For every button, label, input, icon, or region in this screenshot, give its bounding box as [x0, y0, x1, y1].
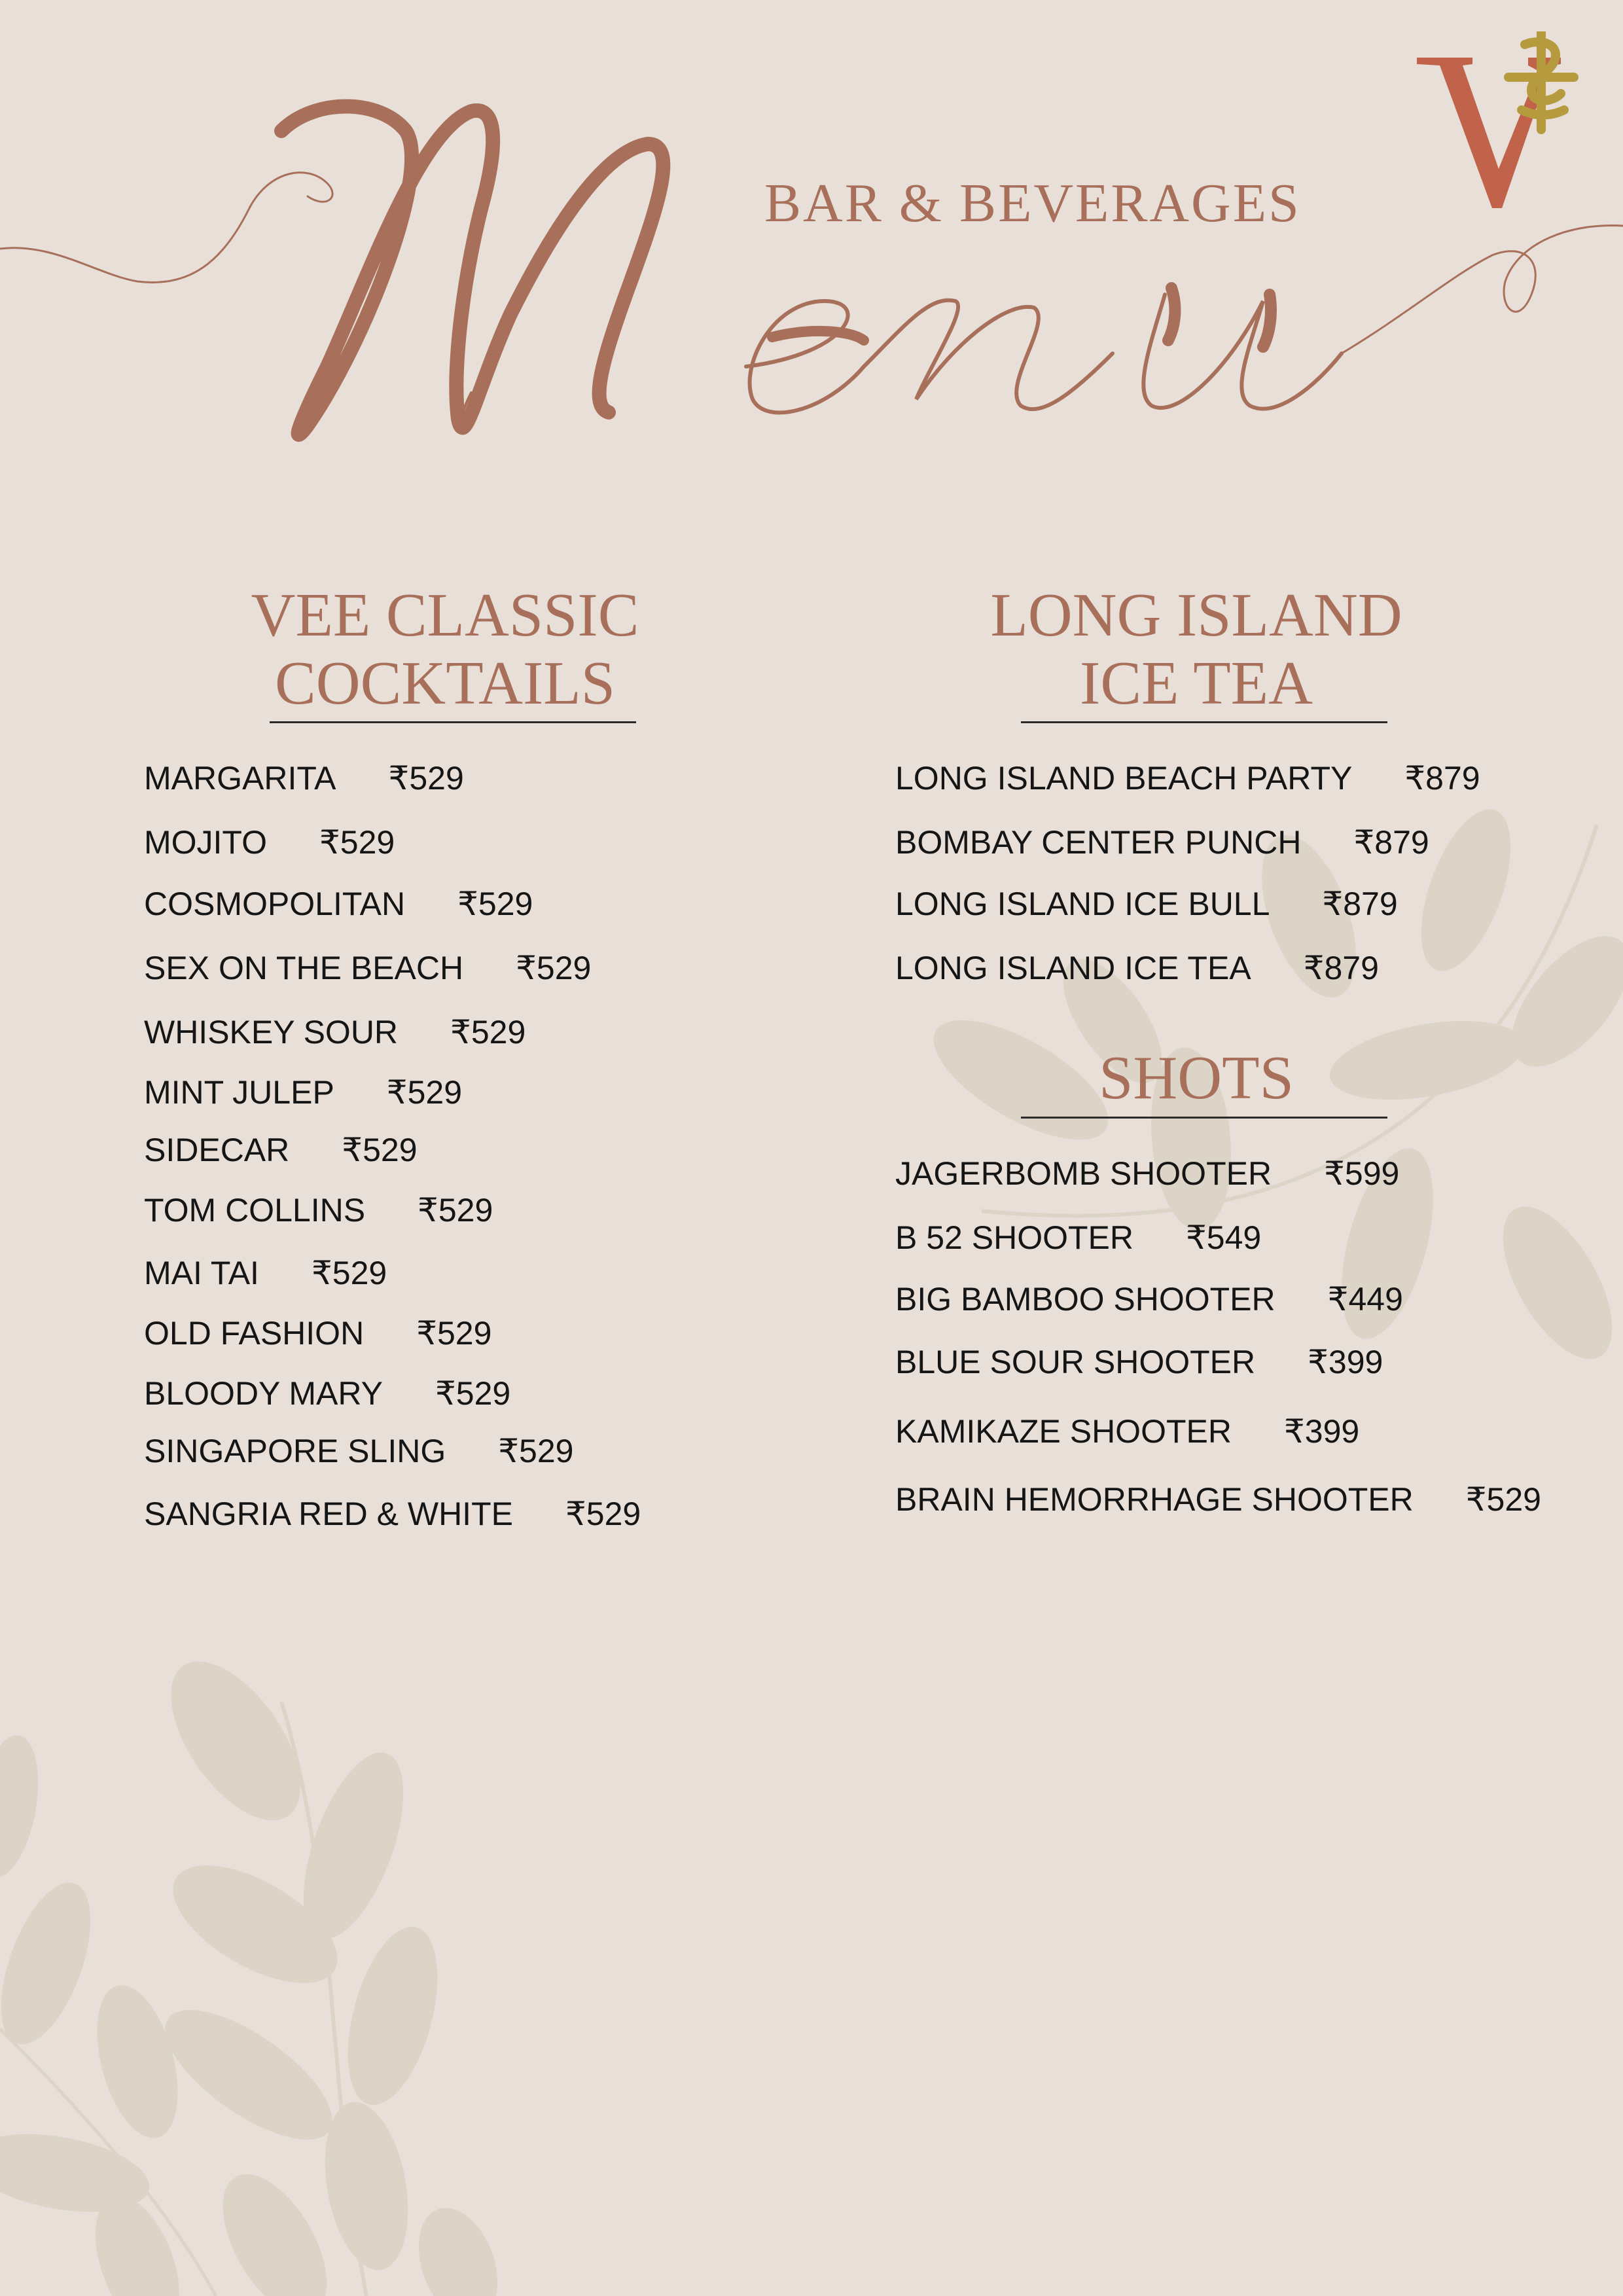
menu-item-price: ₹879	[1322, 886, 1398, 922]
menu-item-name: MINT JULEP	[144, 1074, 334, 1111]
menu-item-price: ₹599	[1324, 1155, 1400, 1192]
menu-item-price: ₹879	[1404, 760, 1480, 797]
menu-item-price: ₹529	[418, 1192, 493, 1229]
menu-item-name: BLOODY MARY	[144, 1375, 383, 1412]
heading-underline	[1021, 1117, 1387, 1119]
menu-item	[144, 1495, 641, 1533]
heading-underline	[270, 721, 636, 723]
menu-item-name: SIDECAR	[144, 1132, 290, 1168]
menu-item-name: COSMOPOLITAN	[144, 886, 406, 922]
leaf	[82, 1977, 192, 2147]
menu-item	[895, 1480, 1541, 1518]
logo-mark	[1508, 31, 1574, 130]
menu-item-name: MOJITO	[144, 824, 267, 861]
menu-item-price: ₹549	[1186, 1219, 1262, 1256]
subtitle-bar-beverages: BAR & BEVERAGES	[764, 173, 1301, 234]
menu-item-price: ₹449	[1327, 1281, 1403, 1318]
menu-item	[144, 885, 533, 923]
menu-item-price: ₹529	[388, 760, 464, 797]
heading-underline	[1021, 721, 1387, 723]
menu-item	[144, 759, 464, 797]
menu-item	[144, 1374, 510, 1412]
menu-item-name: LONG ISLAND ICE BULL	[895, 886, 1270, 922]
menu-item-price: ₹529	[516, 950, 592, 986]
letter-e-thick	[772, 331, 864, 340]
menu-item	[144, 949, 591, 987]
leaf	[0, 1731, 48, 1882]
menu-item-price: ₹529	[342, 1132, 418, 1168]
leaf	[145, 1640, 325, 1842]
menu-item	[895, 1280, 1403, 1318]
vee-logo	[1410, 31, 1580, 221]
menu-item-name: TOM COLLINS	[144, 1192, 366, 1229]
menu-item-price: ₹529	[565, 1496, 641, 1532]
menu-script-title	[0, 0, 1623, 497]
menu-item-name: SINGAPORE SLING	[144, 1433, 446, 1469]
menu-item	[895, 1343, 1383, 1381]
menu-item-price: ₹529	[450, 1014, 526, 1050]
menu-item	[895, 1219, 1261, 1257]
menu-item-name: BRAIN HEMORRHAGE SHOOTER	[895, 1481, 1414, 1518]
menu-item-name: MARGARITA	[144, 760, 336, 797]
menu-item	[144, 1013, 526, 1051]
leaf	[0, 1871, 109, 2056]
leaf	[404, 2197, 512, 2296]
menu-item-name: SANGRIA RED & WHITE	[144, 1496, 513, 1532]
menu-item	[895, 949, 1379, 987]
menu-item-price: ₹529	[311, 1255, 387, 1291]
flourish-line-right	[1342, 225, 1623, 353]
menu-item	[144, 1073, 462, 1111]
menu-item-name: BOMBAY CENTER PUNCH	[895, 824, 1302, 861]
menu-item-price: ₹529	[435, 1375, 511, 1412]
letter-e	[746, 301, 864, 412]
menu-item	[144, 1131, 418, 1169]
heading-long-island-ice-tea	[948, 581, 1445, 717]
menu-item-price: ₹529	[386, 1074, 463, 1111]
menu-item	[895, 885, 1398, 923]
menu-item-price: ₹529	[416, 1315, 492, 1352]
menu-item-name: BIG BAMBOO SHOOTER	[895, 1281, 1275, 1318]
menu-item	[895, 759, 1480, 797]
heading-line-1: LONG ISLAND	[990, 581, 1402, 649]
letter-m	[281, 107, 663, 435]
heading-line-2: COCKTAILS	[275, 649, 615, 717]
menu-item-name: BLUE SOUR SHOOTER	[895, 1344, 1256, 1380]
menu-item-price: ₹399	[1308, 1344, 1383, 1380]
menu-item-name: SEX ON THE BEACH	[144, 950, 464, 986]
heading-shots: SHOTS	[1099, 1044, 1294, 1112]
menu-item-price: ₹529	[498, 1433, 574, 1469]
menu-item-price: ₹399	[1283, 1413, 1360, 1450]
menu-item-name: LONG ISLAND ICE TEA	[895, 950, 1251, 986]
letter-n	[864, 300, 1113, 409]
leaf	[1481, 1189, 1623, 1376]
leaf	[331, 1917, 454, 2115]
menu-item-name: LONG ISLAND BEACH PARTY	[895, 760, 1353, 797]
heading-line-1: VEE CLASSIC	[251, 581, 639, 649]
menu-item	[144, 1254, 387, 1292]
menu-item	[895, 823, 1429, 861]
menu-item	[144, 823, 395, 861]
menu-item-name: KAMIKAZE SHOOTER	[895, 1413, 1232, 1450]
menu-item-name: JAGERBOMB SHOOTER	[895, 1155, 1272, 1192]
heading-vee-classic-cocktails	[196, 581, 694, 717]
flourish-line-left	[0, 173, 332, 283]
menu-item	[144, 1314, 491, 1352]
heading-line-2: ICE TEA	[1080, 649, 1313, 717]
menu-item	[144, 1432, 573, 1470]
menu-item-name: WHISKEY SOUR	[144, 1014, 399, 1050]
menu-item-price: ₹879	[1303, 950, 1379, 986]
menu-item-name: OLD FASHION	[144, 1315, 365, 1352]
menu-item-name: B 52 SHOOTER	[895, 1219, 1133, 1256]
leaf	[146, 1986, 352, 2163]
menu-item-price: ₹529	[319, 824, 395, 861]
menu-item	[895, 1155, 1399, 1193]
menu-item-price: ₹529	[1465, 1481, 1541, 1518]
menu-item	[895, 1412, 1359, 1450]
menu-item-price: ₹529	[457, 886, 533, 922]
letter-u-thick	[1168, 288, 1175, 340]
menu-item-price: ₹879	[1353, 824, 1429, 861]
menu-item	[144, 1191, 493, 1229]
menu-item-name: MAI TAI	[144, 1255, 259, 1291]
